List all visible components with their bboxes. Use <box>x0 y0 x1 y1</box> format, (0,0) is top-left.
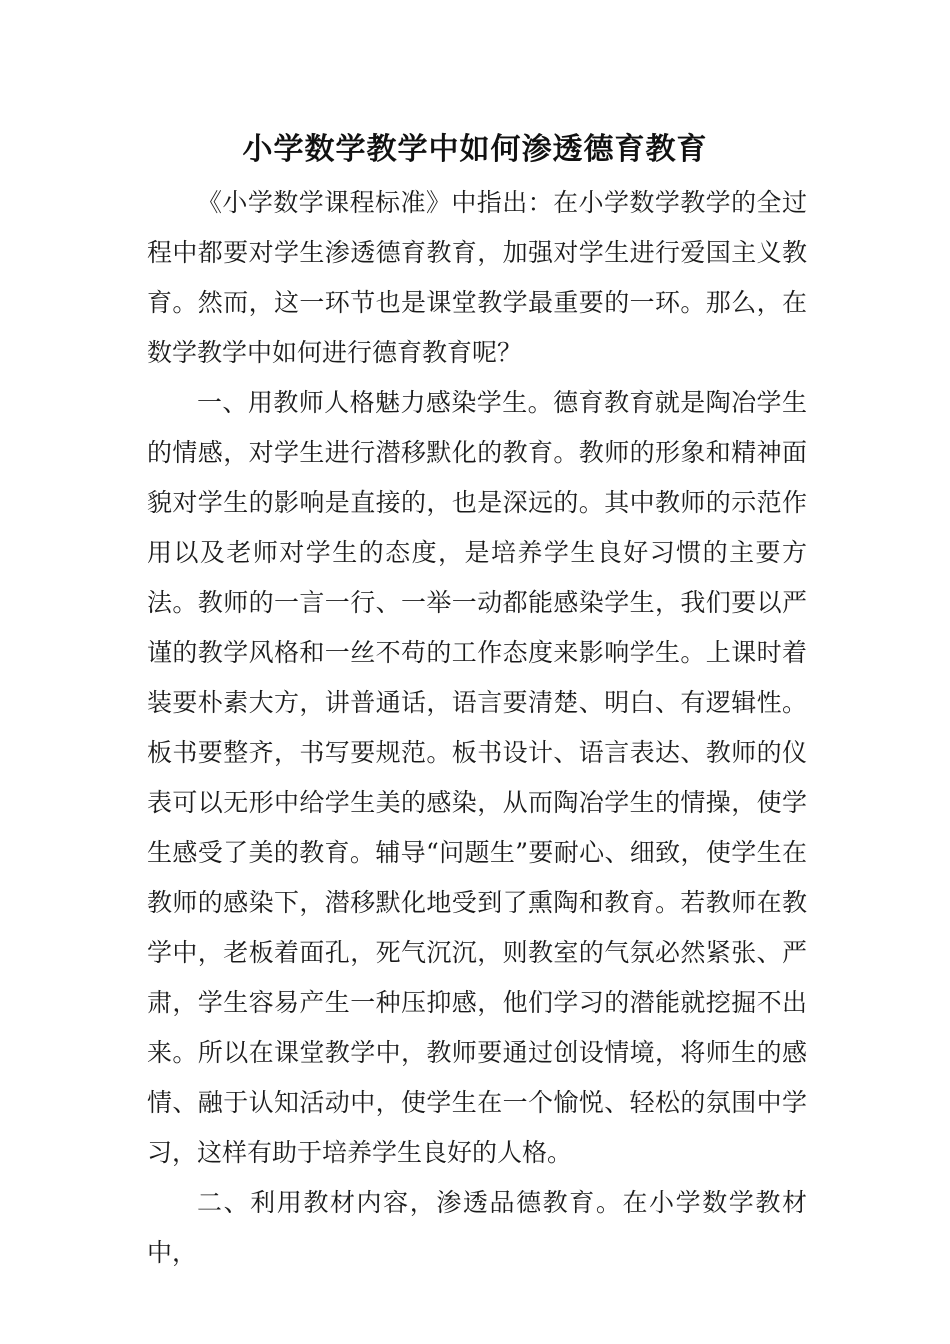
paragraph-section-one: 一、用教师人格魅力感染学生。德育教育就是陶冶学生的情感，对学生进行潜移默化的教育。教师的形象和精神面貌对学生的影响是直接的，也是深远的。其中教师的示范作用以及老师对学生的态度，是培养学生良好习惯的主要方法。教师的一言一行、一举一动都能感染学生，我们要以严谨的教学风格和一丝不苟的工作态度来影响学生。上课时着装要朴素大方，讲普通话，语言要清楚、明白、有逻辑性。板书要整齐，书写要规范。板书设计、语言表达、教师的仪表可以无形中给学生美的感染，从而陶冶学生的情操，使学生感受了美的教育。辅导“问题生”要耐心、细致，使学生在教师的感染下，潜移默化地受到了熏陶和教育。若教师在教学中，老板着面孔，死气沉沉，则教室的气氛必然紧张、严肃，学生容易产生一种压抑感，他们学习的潜能就挖掘不出来。所以在课堂教学中，教师要通过创设情境，将师生的感情、融于认知活动中，使学生在一个愉悦、轻松的氛围中学习，这样有助于培养学生良好的人格。 <box>147 388 807 1167</box>
paragraph-intro: 《小学数学课程标准》中指出：在小学数学教学的全过程中都要对学生渗透德育教育，加强对学生进行爱国主义教育。然而，这一环节也是课堂教学最重要的一环。那么，在数学教学中如何进行德育教育呢？ <box>147 188 807 367</box>
document-title: 小学数学教学中如何渗透德育教育 <box>242 132 708 167</box>
document-body <box>147 178 807 1278</box>
paragraph-section-two: 二、利用教材内容，渗透品德教育。在小学数学教材中， <box>147 1188 807 1267</box>
